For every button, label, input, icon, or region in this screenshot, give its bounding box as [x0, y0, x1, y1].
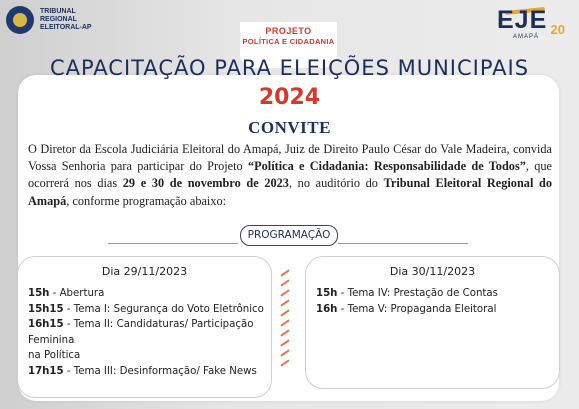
- title-year: 2024: [258, 85, 321, 110]
- logo-line-3: ELEITORAL-AP: [40, 24, 92, 31]
- chevron-decoration: [280, 272, 294, 392]
- item-time: 15h: [28, 288, 50, 299]
- day-title-1: Dia 29/11/2023: [101, 265, 188, 278]
- eje-sub: AMAPÁ: [513, 34, 540, 40]
- body-part-3: , que ocorrerá nos dias: [28, 159, 552, 191]
- convite-heading: CONVITE: [248, 118, 331, 137]
- project-name: POLÍTICA E CIDADANIA: [242, 37, 335, 46]
- body-dates: 29 e 30 de novembro de 2023: [122, 176, 289, 191]
- chevron-icon: [280, 319, 289, 326]
- item-time: 16h15: [28, 319, 64, 330]
- day-card-2: [305, 256, 560, 389]
- day-card-1: [17, 256, 272, 398]
- item-text: - Abertura: [49, 288, 105, 299]
- body-part-7: , conforme programação abaixo:: [66, 193, 227, 208]
- eje-number: 20: [550, 22, 565, 37]
- divider-left: [108, 243, 238, 244]
- page-title: CAPACITAÇÃO PARA ELEIÇÕES MUNICIPAIS: [49, 56, 530, 80]
- item-text: - Tema IV: Prestação de Contas: [337, 288, 498, 299]
- item-text: - Tema V: Propaganda Eleitoral: [337, 303, 497, 315]
- chevron-icon: [280, 339, 289, 346]
- body-part-5: , no auditório do: [288, 176, 384, 191]
- tre-emblem-icon: [6, 6, 34, 34]
- item-time: 17h15: [28, 365, 64, 377]
- item-text: - Tema II: Candidaturas/ Participação Feminina: [28, 319, 254, 346]
- schedule-item: [28, 317, 271, 348]
- schedule-item: [316, 302, 559, 318]
- schedule-item: [28, 348, 271, 364]
- tre-logo: [6, 6, 92, 34]
- day-title-2: Dia 30/11/2023: [389, 265, 476, 278]
- invitation-text: [28, 141, 552, 210]
- item-time: 16h: [316, 303, 338, 315]
- body-project-name: “Política e Cidadania: Responsabilidade de Todos”: [247, 159, 526, 174]
- project-label: PROJETO: [265, 26, 312, 36]
- chevron-icon: [280, 329, 289, 336]
- item-time: 15h15: [28, 303, 64, 315]
- day-2-items: [316, 286, 559, 317]
- logo-line-1: TRIBUNAL: [40, 8, 76, 15]
- programacao-label: PROGRAMAÇÃO: [240, 225, 338, 246]
- item-text: na Política: [28, 350, 81, 361]
- item-text: - Tema I: Segurança do Voto Eletrônico: [63, 303, 264, 315]
- chevron-icon: [280, 359, 289, 366]
- chevron-icon: [280, 309, 289, 316]
- item-text: - Tema III: Desinformação/ Fake News: [63, 365, 257, 377]
- schedule-item: [28, 302, 271, 318]
- chevron-icon: [280, 299, 289, 306]
- chevron-icon: [280, 349, 289, 356]
- chevron-icon: [280, 289, 289, 296]
- eje-brand: EJE: [497, 6, 548, 34]
- body-part-1: O Diretor da Escola Judiciária Eleitoral do Amapá, Juiz de Direito Paulo César do Vale Madeira, convida Vossa Senhoria para participar do Projeto: [28, 142, 552, 174]
- eje-logo: [495, 6, 565, 42]
- schedule-item: [28, 286, 271, 302]
- item-time: 15h: [316, 288, 338, 299]
- tre-logo-text: [40, 8, 92, 32]
- logo-line-2: REGIONAL: [40, 16, 77, 23]
- schedule-item: [28, 364, 271, 380]
- day-1-items: [28, 286, 271, 379]
- chevron-icon: [280, 279, 289, 286]
- divider-right: [338, 243, 468, 244]
- body-venue: Tribunal Eleitoral Regional do Amapá: [28, 176, 552, 208]
- schedule-item: [316, 286, 559, 302]
